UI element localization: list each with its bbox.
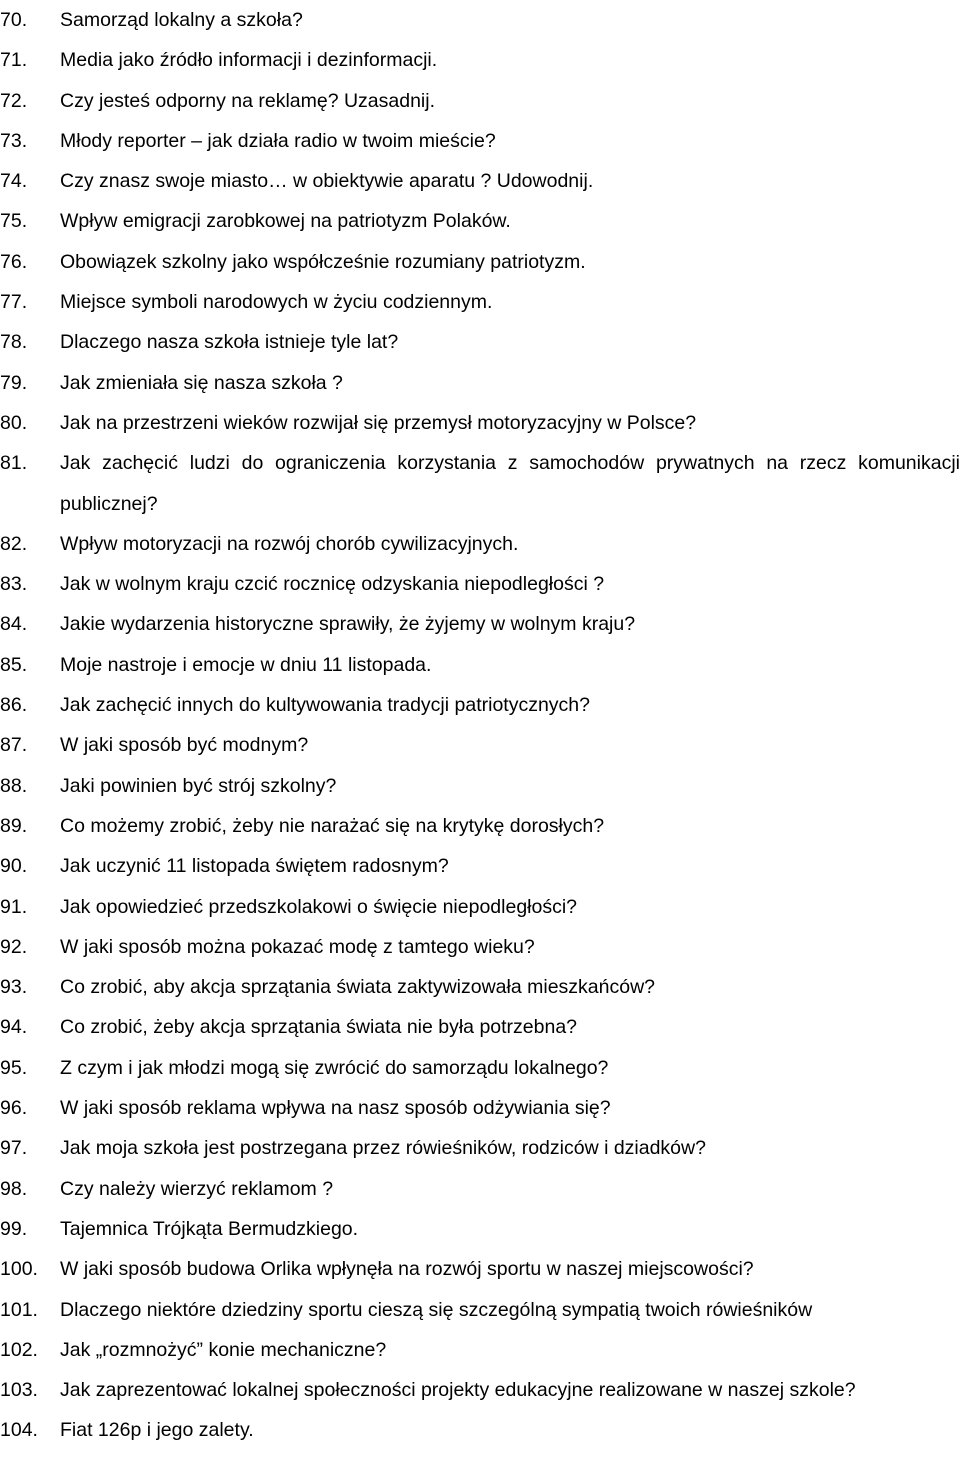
item-number: 82. bbox=[0, 532, 28, 555]
list-item bbox=[0, 1249, 960, 1289]
item-number: 87. bbox=[0, 734, 28, 757]
item-text: Dlaczego niektóre dziedziny sportu cieszą się szczególną sympatią twoich rówieśników bbox=[60, 1298, 813, 1321]
item-text: W jaki sposób budowa Orlika wpłynęła na rozwój sportu w naszej miejscowości? bbox=[60, 1258, 754, 1281]
item-number: 74. bbox=[0, 170, 28, 193]
list-item bbox=[0, 927, 960, 967]
item-text: Jak uczynić 11 listopada świętem radosnym? bbox=[60, 855, 449, 878]
item-number: 76. bbox=[0, 250, 28, 273]
item-number: 84. bbox=[0, 613, 28, 636]
item-number: 83. bbox=[0, 573, 28, 596]
item-number: 73. bbox=[0, 129, 28, 152]
list-item bbox=[0, 1007, 960, 1047]
list-item bbox=[0, 1290, 960, 1330]
item-number: 88. bbox=[0, 774, 28, 797]
item-number: 92. bbox=[0, 935, 28, 958]
list-item bbox=[0, 242, 960, 282]
item-number: 95. bbox=[0, 1056, 28, 1079]
item-text: Jak opowiedzieć przedszkolakowi o święcie niepodległości? bbox=[60, 895, 578, 918]
item-text: Jak zachęcić innych do kultywowania tradycji patriotycznych? bbox=[60, 694, 590, 717]
item-number: 93. bbox=[0, 976, 28, 999]
list-item bbox=[0, 887, 960, 927]
item-text: Jak na przestrzeni wieków rozwijał się przemysł motoryzacyjny w Polsce? bbox=[60, 411, 697, 434]
item-text: Czy należy wierzyć reklamom ? bbox=[60, 1177, 334, 1200]
list-item bbox=[0, 121, 960, 161]
list-item bbox=[0, 564, 960, 604]
list-item bbox=[0, 766, 960, 806]
list-item bbox=[0, 1048, 960, 1088]
item-text: Jak „rozmnożyć” konie mechaniczne? bbox=[60, 1338, 387, 1361]
item-text: Czy jesteś odporny na reklamę? Uzasadnij. bbox=[60, 89, 436, 112]
item-text: Media jako źródło informacji i dezinformacji. bbox=[60, 49, 438, 72]
item-text: Miejsce symboli narodowych w życiu codziennym. bbox=[60, 291, 493, 314]
list-item bbox=[0, 81, 960, 121]
item-number: 72. bbox=[0, 89, 28, 112]
item-number: 101. bbox=[0, 1298, 38, 1321]
item-text: Samorząd lokalny a szkoła? bbox=[60, 9, 303, 31]
list-item bbox=[0, 282, 960, 322]
list-item bbox=[0, 1410, 960, 1450]
item-number: 80. bbox=[0, 411, 28, 434]
item-text: Z czym i jak młodzi mogą się zwrócić do samorządu lokalnego? bbox=[60, 1056, 609, 1079]
item-number: 94. bbox=[0, 1016, 28, 1039]
item-text: Fiat 126p i jego zalety. bbox=[60, 1419, 254, 1442]
item-text: Co zrobić, aby akcja sprzątania świata zaktywizowała mieszkańców? bbox=[60, 976, 655, 999]
list-item bbox=[0, 1169, 960, 1209]
item-number: 90. bbox=[0, 855, 28, 878]
list-item bbox=[0, 1370, 960, 1410]
list-item bbox=[0, 1330, 960, 1370]
item-text: Co zrobić, żeby akcja sprzątania świata nie była potrzebna? bbox=[60, 1016, 578, 1039]
item-number: 71. bbox=[0, 49, 28, 72]
list-item bbox=[0, 806, 960, 846]
item-number: 89. bbox=[0, 814, 28, 837]
list-item bbox=[0, 40, 960, 80]
item-text: W jaki sposób można pokazać modę z tamtego wieku? bbox=[60, 935, 535, 958]
item-text: Czy znasz swoje miasto… w obiektywie aparatu ? Udowodnij. bbox=[60, 170, 594, 193]
item-text: Co możemy zrobić, żeby nie narażać się na krytykę dorosłych? bbox=[60, 814, 605, 837]
item-text: Dlaczego nasza szkoła istnieje tyle lat? bbox=[60, 331, 399, 354]
item-text: Jak zmieniała się nasza szkoła ? bbox=[60, 371, 343, 394]
list-item bbox=[0, 363, 960, 403]
list-item bbox=[0, 524, 960, 564]
list-item bbox=[0, 725, 960, 765]
item-text: Moje nastroje i emocje w dniu 11 listopada. bbox=[60, 653, 432, 676]
item-text: W jaki sposób być modnym? bbox=[60, 734, 309, 757]
list-item bbox=[0, 161, 960, 201]
item-number: 102. bbox=[0, 1338, 38, 1361]
list-item bbox=[0, 322, 960, 362]
item-text: Jak w wolnym kraju czcić rocznicę odzyskania niepodległości ? bbox=[60, 573, 605, 596]
item-number: 79. bbox=[0, 371, 28, 394]
item-text: Jak zaprezentować lokalnej społeczności projekty edukacyjne realizowane w naszej szkole? bbox=[60, 1379, 856, 1402]
item-text: W jaki sposób reklama wpływa na nasz sposób odżywiania się? bbox=[60, 1097, 611, 1120]
item-number: 78. bbox=[0, 331, 28, 354]
item-number: 99. bbox=[0, 1217, 28, 1240]
item-text: Obowiązek szkolny jako współcześnie rozumiany patriotyzm. bbox=[60, 250, 586, 273]
item-text: Tajemnica Trójkąta Bermudzkiego. bbox=[60, 1217, 359, 1240]
item-number: 104. bbox=[0, 1419, 38, 1442]
list-item bbox=[0, 443, 960, 524]
item-text: Jakie wydarzenia historyczne sprawiły, że żyjemy w wolnym kraju? bbox=[60, 613, 636, 636]
list-item bbox=[0, 967, 960, 1007]
item-number: 75. bbox=[0, 210, 28, 233]
item-number: 77. bbox=[0, 291, 28, 314]
item-text: Jak zachęcić ludzi do ograniczenia korzystania z samochodów prywatnych na rzecz komunikacji publicznej? bbox=[60, 452, 960, 515]
list-item bbox=[0, 1088, 960, 1128]
list-item bbox=[0, 604, 960, 644]
list-item bbox=[0, 403, 960, 443]
item-text: Jak moja szkoła jest postrzegana przez rówieśników, rodziców i dziadków? bbox=[60, 1137, 706, 1160]
item-number: 96. bbox=[0, 1097, 28, 1120]
list-item bbox=[0, 645, 960, 685]
item-number: 81. bbox=[0, 452, 28, 475]
item-text: Młody reporter – jak działa radio w twoim mieście? bbox=[60, 129, 496, 152]
list-item bbox=[0, 1128, 960, 1168]
list-item bbox=[0, 1209, 960, 1249]
item-number: 100. bbox=[0, 1258, 38, 1281]
list-item bbox=[0, 846, 960, 886]
item-text: Wpływ emigracji zarobkowej na patriotyzm Polaków. bbox=[60, 210, 511, 233]
item-text: Jaki powinien być strój szkolny? bbox=[60, 774, 337, 797]
item-number: 103. bbox=[0, 1379, 38, 1402]
item-number: 70. bbox=[0, 9, 28, 31]
item-number: 85. bbox=[0, 653, 28, 676]
list-item bbox=[0, 685, 960, 725]
item-text: Wpływ motoryzacji na rozwój chorób cywilizacyjnych. bbox=[60, 532, 519, 555]
item-number: 91. bbox=[0, 895, 28, 918]
list-item bbox=[0, 0, 960, 40]
item-number: 98. bbox=[0, 1177, 28, 1200]
list-item bbox=[0, 201, 960, 241]
item-number: 97. bbox=[0, 1137, 28, 1160]
item-number: 86. bbox=[0, 694, 28, 717]
